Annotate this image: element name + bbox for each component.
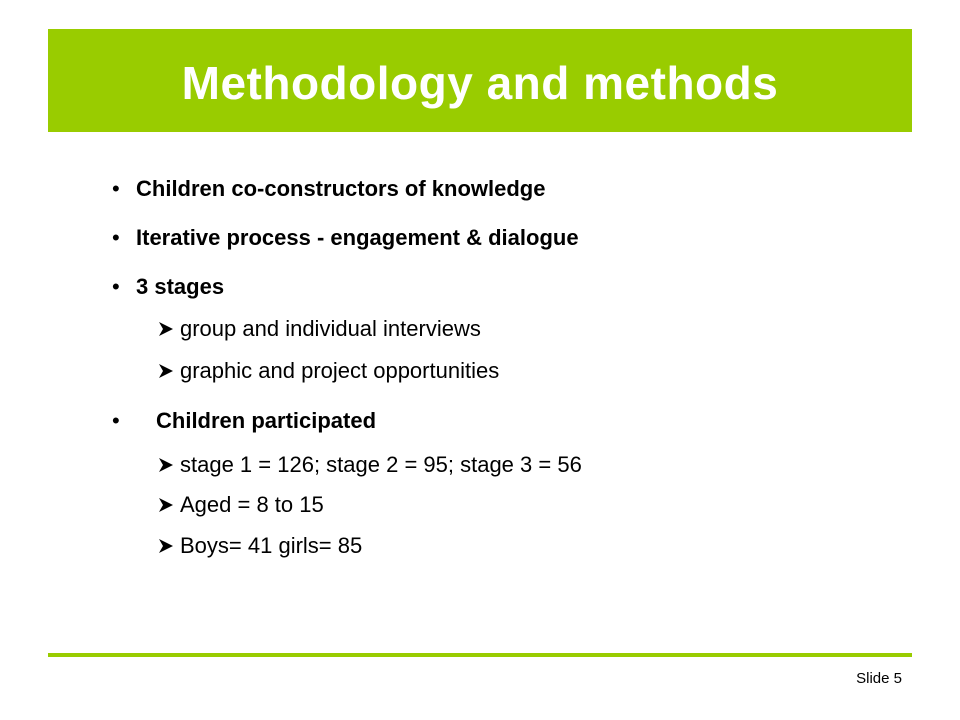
slide-title: Methodology and methods bbox=[181, 56, 779, 109]
bullet-item bbox=[112, 408, 376, 434]
sub-bullet-item bbox=[158, 492, 324, 518]
arrow-right-icon bbox=[158, 360, 180, 382]
sub-bullet-text: stage 1 = 126; stage 2 = 95; stage 3 = 56 bbox=[180, 452, 582, 477]
sub-bullet-item bbox=[158, 358, 499, 384]
bullet-text: Children co-constructors of knowledge bbox=[136, 176, 546, 201]
slide-number: Slide 5 bbox=[856, 670, 902, 687]
footer-divider bbox=[48, 653, 912, 657]
bullet-item bbox=[112, 176, 545, 202]
bullet-dot: • bbox=[112, 225, 120, 250]
bullet-item bbox=[112, 225, 579, 251]
bullet-dot: • bbox=[112, 274, 120, 299]
arrow-right-icon bbox=[158, 318, 180, 340]
sub-bullet-text: Boys= 41 girls= 85 bbox=[180, 533, 363, 558]
arrow-right-icon bbox=[158, 494, 180, 516]
sub-bullet-item bbox=[158, 316, 481, 342]
bullet-text: 3 stages bbox=[136, 274, 225, 299]
sub-bullet-text: Aged = 8 to 15 bbox=[180, 492, 324, 517]
bullet-text: Iterative process - engagement & dialogue bbox=[136, 225, 579, 250]
sub-bullet-text: group and individual interviews bbox=[180, 316, 481, 341]
bullet-dot: • bbox=[112, 408, 120, 433]
sub-bullet-item bbox=[158, 533, 362, 559]
bullet-item bbox=[112, 274, 224, 300]
sub-bullet-text: graphic and project opportunities bbox=[180, 358, 500, 383]
bullet-text: Children participated bbox=[156, 408, 377, 433]
arrow-right-icon bbox=[158, 454, 180, 476]
sub-bullet-item bbox=[158, 452, 582, 478]
bullet-dot: • bbox=[112, 176, 120, 201]
arrow-right-icon bbox=[158, 535, 180, 557]
